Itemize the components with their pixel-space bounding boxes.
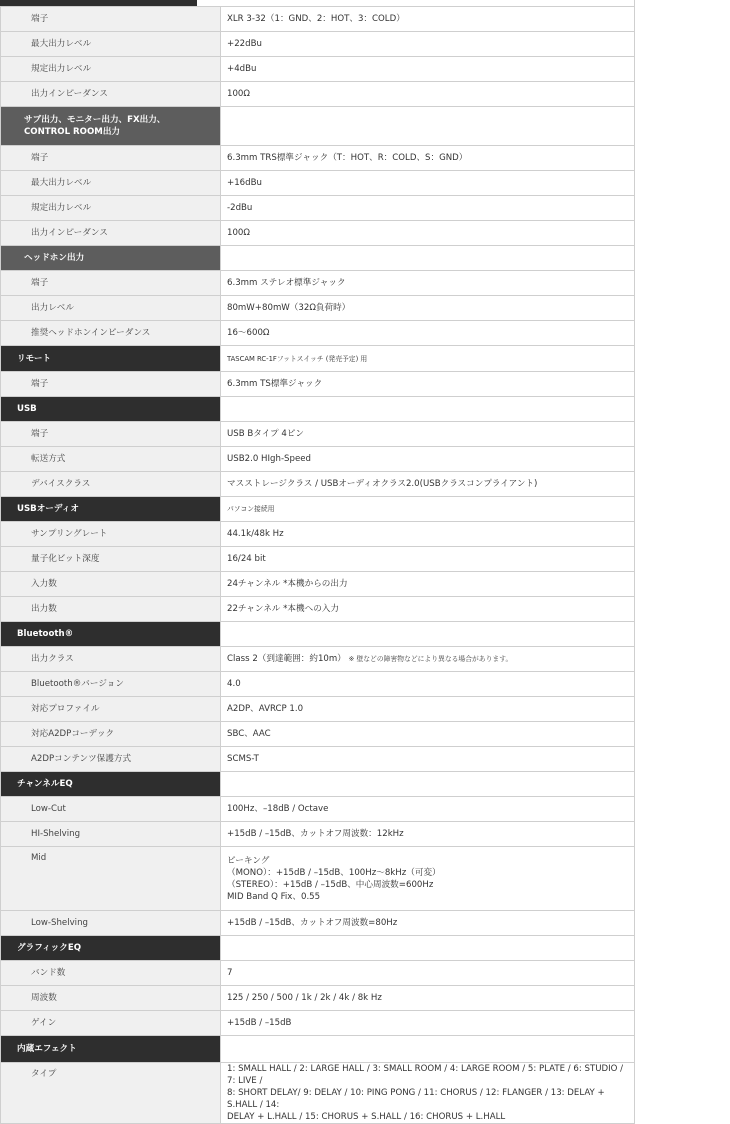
spec-label: HI-Shelving [1, 822, 221, 847]
spec-label: 端子 [1, 422, 221, 447]
spec-row [1, 32, 635, 57]
spec-value-text: +15dB / –15dB、カットオフ周波数=80Hz [227, 918, 398, 928]
spec-label: 端子 [1, 271, 221, 296]
spec-section-header [1, 772, 635, 797]
spec-row [1, 672, 635, 697]
spec-value [221, 372, 635, 397]
spec-value [221, 647, 635, 672]
spec-value [221, 747, 635, 772]
spec-label: 規定出力レベル [1, 57, 221, 82]
spec-value [221, 447, 635, 472]
section-title: Bluetooth® [1, 622, 221, 647]
spec-value-text: 125 / 250 / 500 / 1k / 2k / 4k / 8k Hz [227, 993, 382, 1003]
spec-row [1, 961, 635, 986]
spec-row [1, 797, 635, 822]
spec-value-text: 22チャンネル *本機への入力 [227, 604, 339, 614]
spec-value-text: USB Bタイプ 4ピン [227, 429, 305, 439]
spec-row [1, 522, 635, 547]
spec-label: 出力インピーダンス [1, 221, 221, 246]
spec-label: Mid [1, 847, 221, 911]
spec-section-header [1, 622, 635, 647]
spec-value-text: 80mW+80mW（32Ω負荷時） [227, 303, 351, 313]
spec-value-line: 8: SHORT DELAY/ 9: DELAY / 10: PING PONG / 11: CHORUS / 12: FLANGER / 13: DELAY + S.HALL / 14: [227, 1088, 605, 1110]
spec-row [1, 7, 635, 32]
spec-value-text: 24チャンネル *本機からの出力 [227, 579, 348, 589]
spec-value [221, 472, 635, 497]
spec-label: ゲイン [1, 1011, 221, 1036]
spec-label: Low-Cut [1, 797, 221, 822]
spec-value [221, 32, 635, 57]
spec-value-text: +4dBu [227, 64, 257, 74]
spec-row [1, 447, 635, 472]
spec-value-text: 4.0 [227, 679, 241, 689]
spec-row [1, 597, 635, 622]
spec-label: 端子 [1, 7, 221, 32]
spec-label: 対応プロファイル [1, 697, 221, 722]
spec-label: バンド数 [1, 961, 221, 986]
spec-row [1, 911, 635, 936]
spec-label: 最大出力レベル [1, 171, 221, 196]
spec-value [221, 847, 635, 911]
spec-value-small: TASCAM RC-1Fフットスイッチ (発売予定) 用 [227, 354, 368, 363]
spec-value [221, 1036, 635, 1063]
spec-row [1, 547, 635, 572]
section-title: USB [1, 397, 221, 422]
spec-value [221, 822, 635, 847]
spec-value-text: 100Ω [227, 89, 250, 99]
spec-value [221, 1063, 635, 1124]
spec-row [1, 271, 635, 296]
spec-row [1, 296, 635, 321]
section-title-line: CONTROL ROOM出力 [24, 127, 121, 137]
spec-value [221, 986, 635, 1011]
spec-value [221, 246, 635, 271]
spec-row [1, 57, 635, 82]
spec-value-text: +15dB / –15dB [227, 1018, 292, 1028]
spec-label: デバイスクラス [1, 472, 221, 497]
spec-value-text: 6.3mm TRS標準ジャック（T：HOT、R：COLD、S：GND） [227, 153, 468, 163]
spec-value [221, 171, 635, 196]
spec-value-text: +22dBu [227, 39, 262, 49]
spec-row [1, 472, 635, 497]
spec-value [221, 422, 635, 447]
spec-value-text: USB2.0 HIgh-Speed [227, 454, 311, 464]
spec-value-text: A2DP、AVRCP 1.0 [227, 704, 304, 714]
section-title: USBオーディオ [1, 497, 221, 522]
spec-row [1, 221, 635, 246]
spec-label: 端子 [1, 146, 221, 171]
spec-value-text: +15dB / –15dB、カットオフ周波数：12kHz [227, 829, 404, 839]
spec-label: 量子化ビット深度 [1, 547, 221, 572]
section-title: グラフィックEQ [1, 936, 221, 961]
spec-row [1, 422, 635, 447]
spec-value-text: 6.3mm TS標準ジャック [227, 379, 323, 389]
spec-value-text: 6.3mm ステレオ標準ジャック [227, 278, 346, 288]
spec-value [221, 911, 635, 936]
spec-label: 規定出力レベル [1, 196, 221, 221]
spec-label: 転送方式 [1, 447, 221, 472]
spec-value-line: （STEREO）：+15dB / –15dB、中心周波数=600Hz [227, 879, 434, 890]
spec-row [1, 572, 635, 597]
spec-row [1, 822, 635, 847]
spec-row [1, 171, 635, 196]
spec-section-header [1, 107, 635, 146]
spec-value [221, 522, 635, 547]
spec-value-text: SCMS-T [227, 754, 259, 764]
spec-label: A2DPコンテンツ保護方式 [1, 747, 221, 772]
spec-row [1, 647, 635, 672]
spec-label: 入力数 [1, 572, 221, 597]
spec-value [221, 572, 635, 597]
spec-value [221, 221, 635, 246]
spec-value [221, 622, 635, 647]
spec-value [221, 7, 635, 32]
spec-value-line: MID Band Q Fix、0.55 [227, 891, 321, 902]
spec-section-header [1, 1036, 635, 1063]
spec-value [221, 597, 635, 622]
section-title: 内蔵エフェクト [1, 1036, 221, 1063]
spec-value [221, 321, 635, 346]
spec-value [221, 797, 635, 822]
spec-row [1, 372, 635, 397]
spec-label: 端子 [1, 372, 221, 397]
spec-value [221, 397, 635, 422]
spec-value [221, 547, 635, 572]
spec-row [1, 196, 635, 221]
spec-row [1, 1063, 635, 1124]
spec-section-header [1, 397, 635, 422]
spec-row [1, 82, 635, 107]
section-title-line: サブ出力、モニター出力、FX出力、 [24, 115, 166, 125]
spec-label: 出力クラス [1, 647, 221, 672]
spec-value [221, 672, 635, 697]
spec-row [1, 847, 635, 911]
spec-value-text: +16dBu [227, 178, 262, 188]
spec-value-text: マスストレージクラス / USBオーディオクラス2.0(USBクラスコンプライアント) [227, 479, 538, 489]
section-title: ヘッドホン出力 [1, 246, 221, 271]
spec-row [1, 146, 635, 171]
spec-value [221, 107, 635, 146]
spec-row [1, 722, 635, 747]
spec-label: 出力インピーダンス [1, 82, 221, 107]
table-top-edge [0, 0, 635, 6]
spec-label: サンプリングレート [1, 522, 221, 547]
spec-value [221, 82, 635, 107]
section-title: リモート [1, 346, 221, 372]
spec-label: 出力レベル [1, 296, 221, 321]
spec-value [221, 697, 635, 722]
spec-label: 出力数 [1, 597, 221, 622]
spec-value-line: 1: SMALL HALL / 2: LARGE HALL / 3: SMALL ROOM / 4: LARGE ROOM / 5: PLATE / 6: STUDIO / 7: LIVE / [227, 1064, 624, 1086]
spec-row [1, 321, 635, 346]
spec-value [221, 146, 635, 171]
spec-row [1, 697, 635, 722]
section-title [1, 107, 221, 146]
section-title: チャンネルEQ [1, 772, 221, 797]
spec-value [221, 196, 635, 221]
spec-value-line: （MONO）：+15dB / –15dB、100Hz～8kHz（可変） [227, 867, 441, 878]
spec-value-text: 100Ω [227, 228, 250, 238]
spec-label: 最大出力レベル [1, 32, 221, 57]
spec-row [1, 986, 635, 1011]
spec-value [221, 936, 635, 961]
spec-value [221, 1011, 635, 1036]
spec-value-text: 7 [227, 968, 233, 978]
spec-value [221, 296, 635, 321]
spec-value-line: DELAY + L.HALL / 15: CHORUS + S.HALL / 16: CHORUS + L.HALL [227, 1112, 506, 1122]
spec-value-text: Class 2（到達範囲：約10m） [227, 654, 346, 664]
spec-label: タイプ [1, 1063, 221, 1124]
spec-value-text: -2dBu [227, 203, 253, 213]
spec-table [0, 6, 635, 1124]
spec-label: 対応A2DPコーデック [1, 722, 221, 747]
spec-value-text: 100Hz、–18dB / Octave [227, 804, 329, 814]
spec-section-header [1, 346, 635, 372]
spec-value [221, 722, 635, 747]
spec-value [221, 497, 635, 522]
spec-value-text: 16～600Ω [227, 328, 270, 338]
spec-value-text: XLR 3-32（1：GND、2：HOT、3：COLD） [227, 14, 405, 24]
spec-value-text: 16/24 bit [227, 554, 266, 564]
spec-label: Low-Shelving [1, 911, 221, 936]
spec-label: 周波数 [1, 986, 221, 1011]
spec-value [221, 346, 635, 372]
spec-value [221, 961, 635, 986]
spec-value-line: ピーキング [227, 855, 270, 866]
spec-value-text: SBC、AAC [227, 729, 271, 739]
spec-section-header [1, 497, 635, 522]
spec-section-header [1, 936, 635, 961]
spec-label: Bluetooth®バージョン [1, 672, 221, 697]
spec-row [1, 747, 635, 772]
spec-value-small: パソコン接続用 [227, 505, 275, 513]
spec-value [221, 271, 635, 296]
spec-section-header [1, 246, 635, 271]
spec-value [221, 772, 635, 797]
spec-value [221, 57, 635, 82]
spec-value-text: 44.1k/48k Hz [227, 529, 284, 539]
spec-label: 推奨ヘッドホンインピーダンス [1, 321, 221, 346]
spec-value-note: ※ 壁などの障害物などにより異なる場合があります。 [348, 655, 513, 663]
spec-row [1, 1011, 635, 1036]
